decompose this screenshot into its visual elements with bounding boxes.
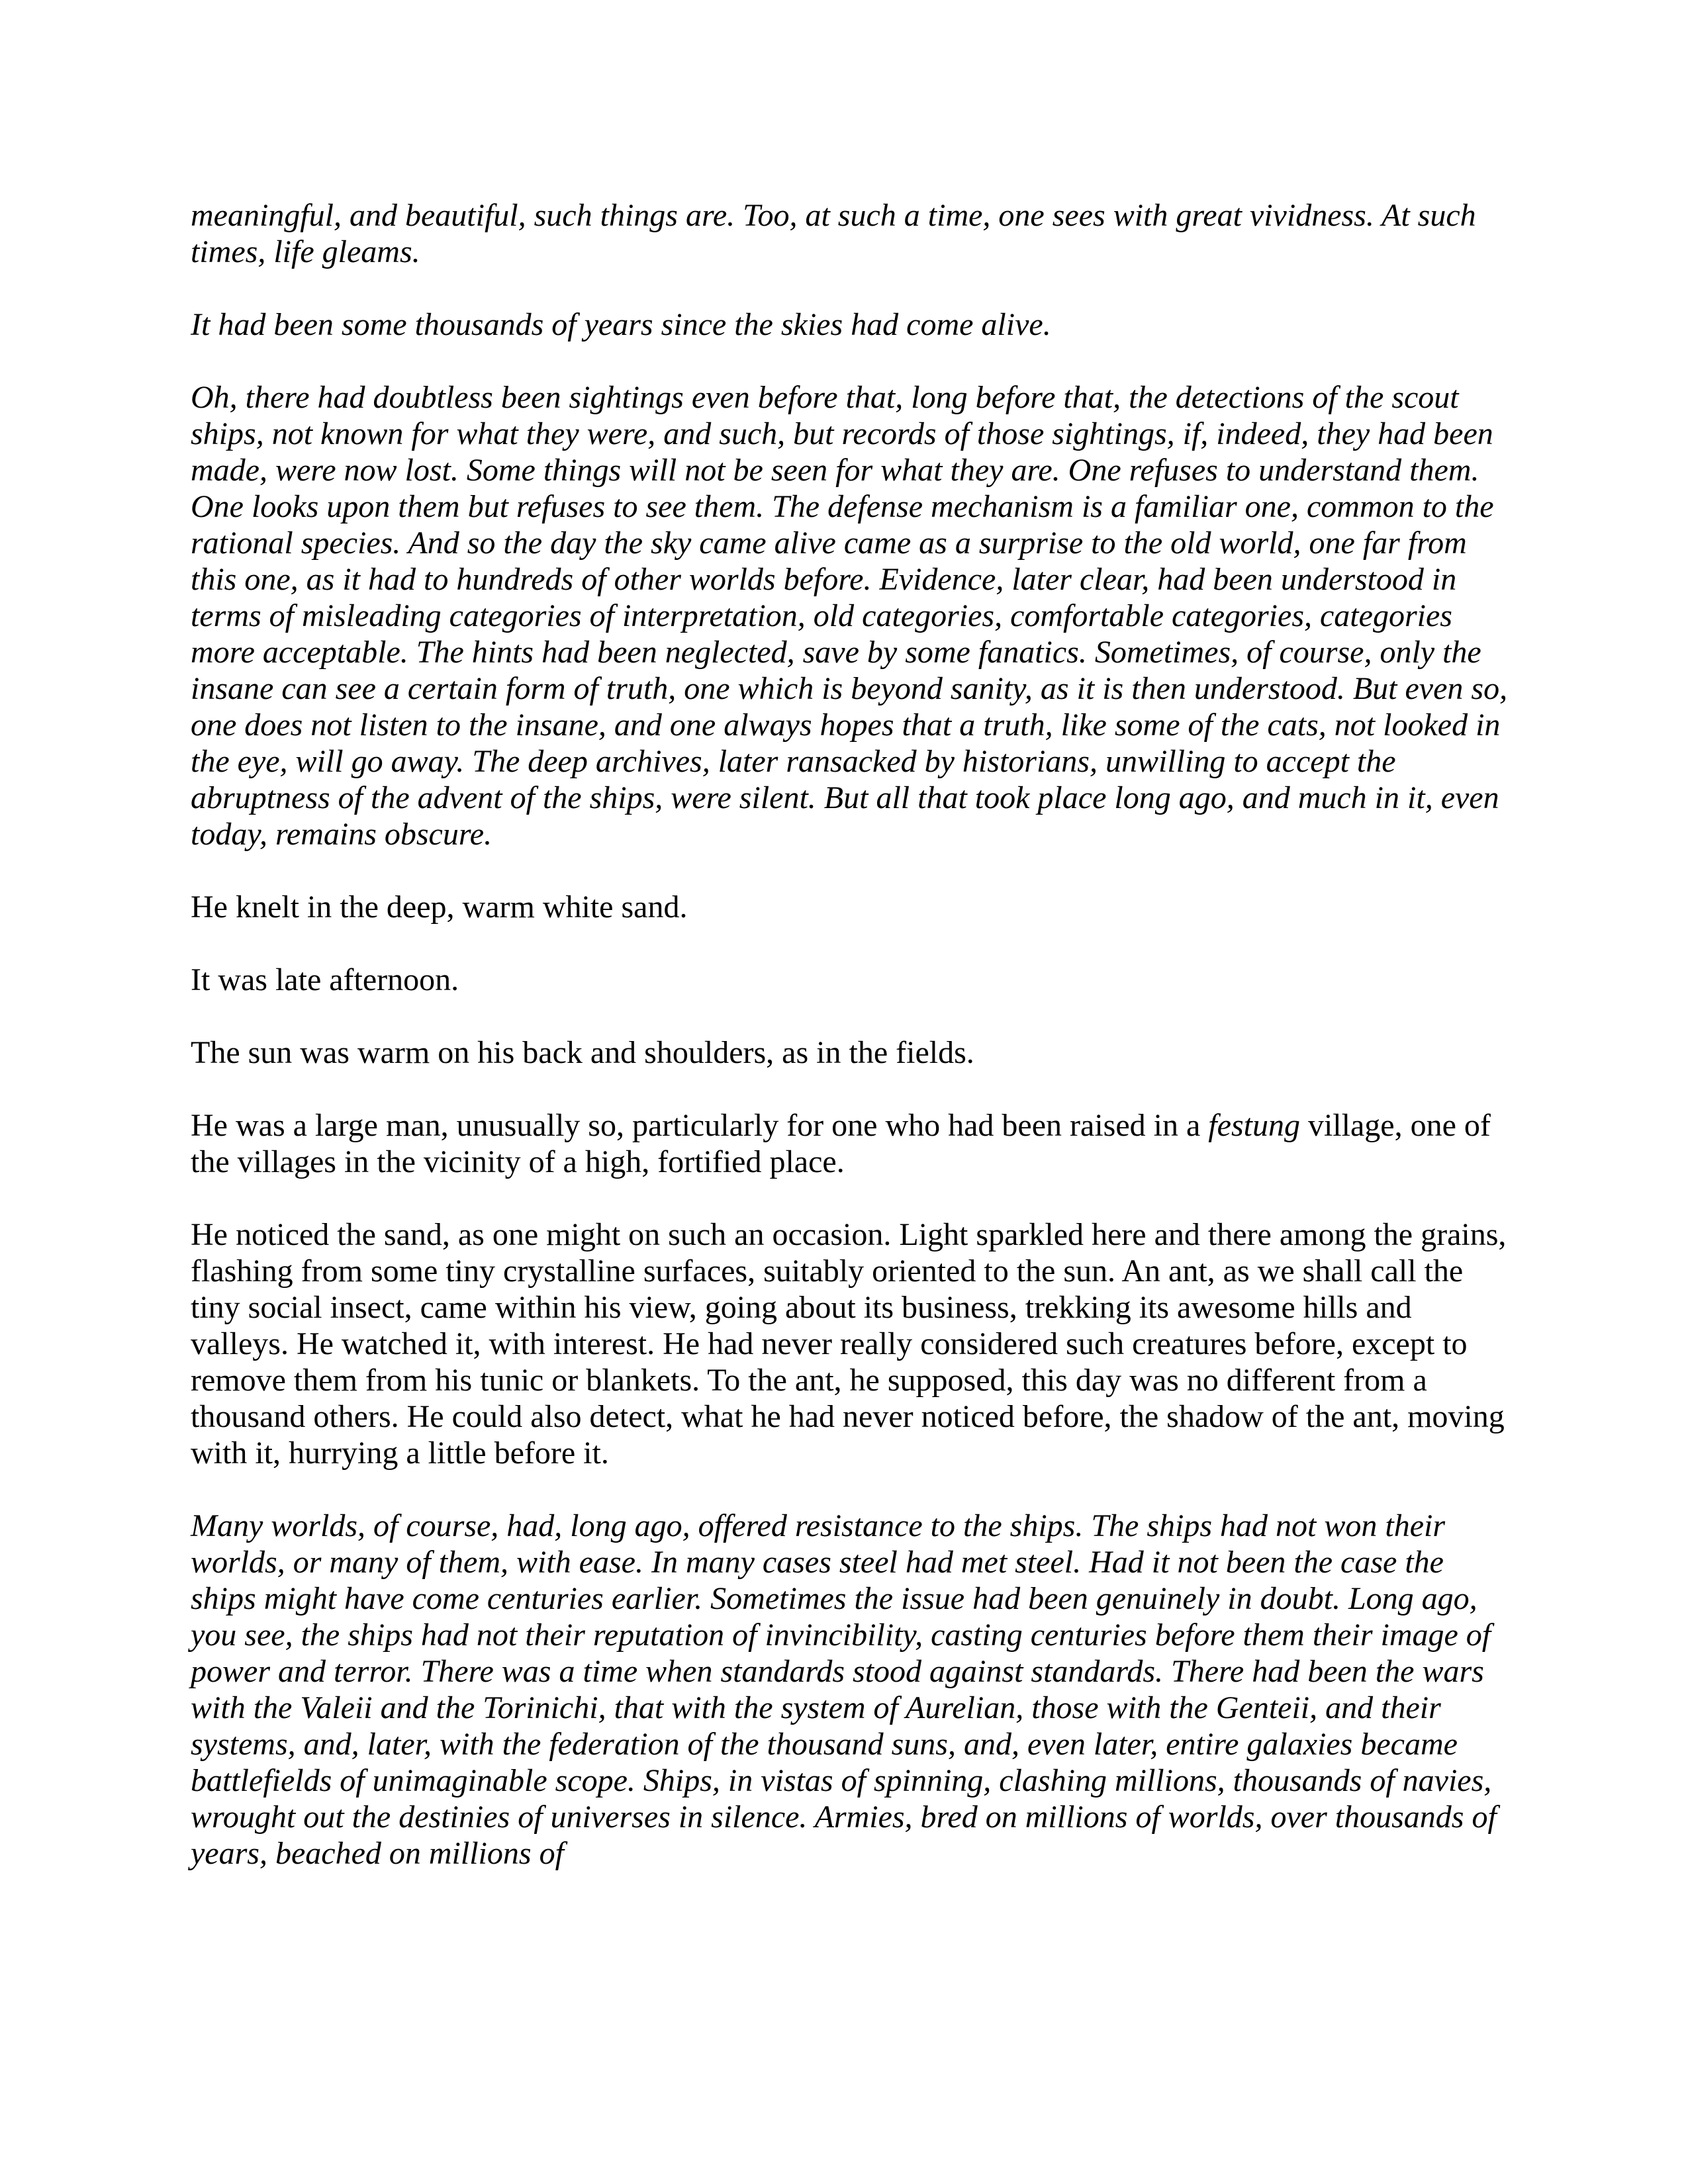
paragraph-1: meaningful, and beautiful, such things are. Too, at such a time, one sees with great vividness. At such times, life gleams.	[191, 198, 1476, 269]
paragraph-4: He knelt in the deep, warm white sand.	[191, 889, 688, 925]
paragraph-7	[191, 1107, 1508, 1180]
page-body	[191, 197, 1508, 1872]
paragraph-2: It had been some thousands of years since the skies had come alive.	[191, 307, 1051, 342]
paragraph-8: He noticed the sand, as one might on such an occasion. Light sparkled here and there among the grains, flashing from some tiny crystalline surfaces, suitably oriented to the sun. An ant, as we shall call the tiny social insect, came within his view, going about its business, trekking its awesome hills and valleys. He watched it, with interest. He had never really considered such creatures before, except to remove them from his tunic or blankets. To the ant, he supposed, this day was no different from a thousand others. He could also detect, what he had never noticed before, the shadow of the ant, moving with it, hurrying a little before it.	[191, 1217, 1507, 1471]
paragraph-7-text-before: He was a large man, unusually so, particularly for one who had been raised in a	[191, 1108, 1209, 1143]
paragraph-6: The sun was warm on his back and shoulders, as in the fields.	[191, 1035, 974, 1070]
paragraph-3: Oh, there had doubtless been sightings even before that, long before that, the detections of the scout ships, not known for what they were, and such, but records of those sightings, if, indeed, they had been made, were now lost. Some things will not be seen for what they are. One refuses to understand them. One looks upon them but refuses to see them. The defense mechanism is a familiar one, common to the rational species. And so the day the sky came alive came as a surprise to the old world, one far from this one, as it had to hundreds of other worlds before. Evidence, later clear, had been understood in terms of misleading categories of interpretation, old categories, comfortable categories, categories more acceptable. The hints had been neglected, save by some fanatics. Sometimes, of course, only the insane can see a certain form of truth, one which is beyond sanity, as it is then understood. But even so, one does not listen to the insane, and one always hopes that a truth, like some of the cats, not looked in the eye, will go away. The deep archives, later ransacked by historians, unwilling to accept the abruptness of the advent of the ships, were silent. But all that took place long ago, and much in it, even today, remains obscure.	[191, 380, 1508, 852]
paragraph-9: Many worlds, of course, had, long ago, offered resistance to the ships. The ships had not won their worlds, or many of them, with ease. In many cases steel had met steel. Had it not been the case the ships might have come centuries earlier. Sometimes the issue had been genuinely in doubt. Long ago, you see, the ships had not their reputation of invincibility, casting centuries before them their image of power and terror. There was a time when standards stood against standards. There had been the wars with the Valeii and the Torinichi, that with the system of Aurelian, those with the Genteii, and their systems, and, later, with the federation of the thousand suns, and, even later, entire galaxies became battlefields of unimaginable scope. Ships, in vistas of spinning, clashing millions, thousands of navies, wrought out the destinies of universes in silence. Armies, bred on millions of worlds, over thousands of years, beached on millions of	[191, 1508, 1497, 1871]
paragraph-5: It was late afternoon.	[191, 962, 459, 997]
paragraph-7-emphasis: festung	[1208, 1108, 1300, 1143]
paragraph-7-text-after: village, one of the villages in the vicinity of a high, fortified place.	[191, 1108, 1491, 1179]
